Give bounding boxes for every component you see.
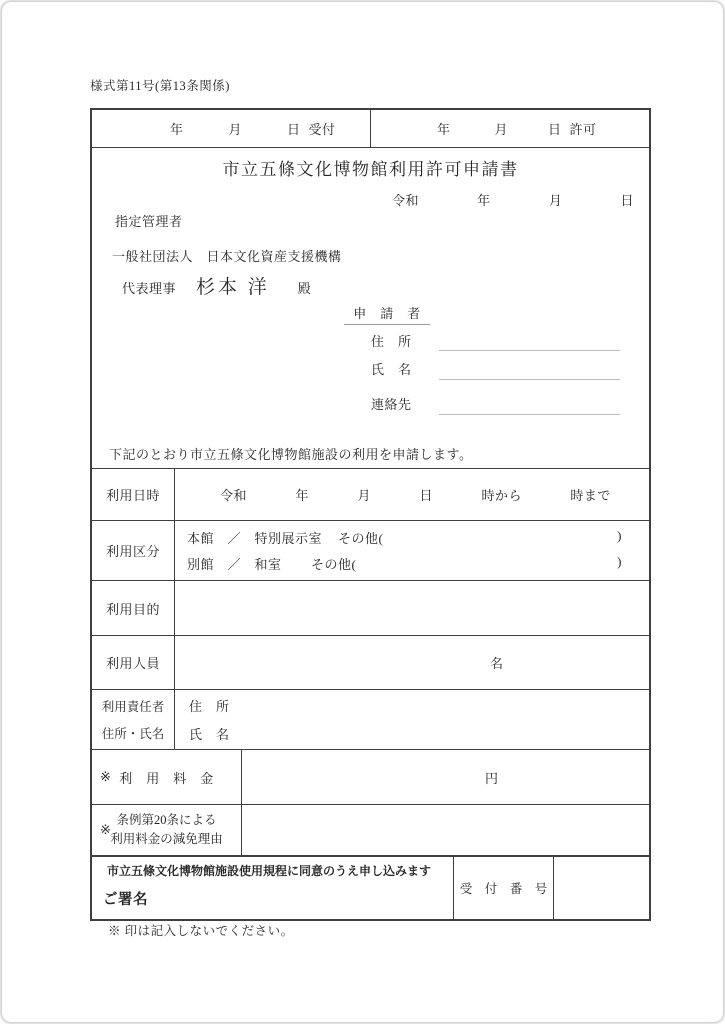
fee-exemption-value-cell: [242, 805, 649, 855]
receipt-number-value-cell: [554, 857, 649, 919]
organization-name: 一般社団法人 日本文化資産支援機構: [112, 249, 342, 264]
category-options-2: 別館 ／ 和室: [187, 557, 282, 572]
form-code-label: 様式第11号(第13条関係): [90, 79, 230, 93]
application-date-line: [392, 190, 634, 209]
usage-datetime-row: [92, 468, 649, 520]
agreement-text: 市立五條文化博物館施設使用規程に同意のうえ申し込みます: [107, 864, 432, 878]
datetime-year-label: 年: [295, 488, 309, 503]
datetime-era-label: 令和: [220, 488, 248, 503]
usage-purpose-value-cell: [175, 581, 649, 635]
responsible-person-label: 利用責任者 住所・氏名: [92, 690, 175, 749]
designated-manager-label: 指定管理者: [115, 214, 183, 229]
representative-title: 代表理事: [122, 281, 177, 296]
usage-people-value-cell: [175, 636, 649, 689]
fee-exemption-label: 条例第20条による 利用料金の減免理由: [110, 812, 223, 846]
usage-datetime-value-cell: [175, 469, 649, 520]
permit-day-label: 日: [548, 122, 562, 137]
usage-purpose-label: 利用目的: [92, 581, 175, 635]
responsible-address-label: 住 所: [189, 699, 230, 714]
honorific-label: 殿: [297, 281, 312, 296]
footer-note: ※ 印は記入しないでください。: [108, 924, 294, 938]
responsible-person-row: [92, 689, 649, 749]
receipt-date-cell: [92, 110, 371, 147]
category-line-1: [187, 528, 622, 547]
form-title: 市立五條文化博物館利用許可申請書: [222, 160, 519, 179]
category-other-2: その他(: [297, 557, 357, 572]
receipt-month-label: 月: [228, 122, 243, 137]
declaration-text: 下記のとおり市立五條文化博物館施設の利用を申請します。: [109, 447, 473, 462]
applicant-heading: 申 請 者: [344, 303, 430, 325]
applicant-address-input-line: [439, 350, 620, 351]
exemption-asterisk-mark: ※: [100, 822, 112, 837]
people-unit-label: 名: [490, 656, 504, 671]
permit-month-label: 月: [494, 122, 509, 137]
category-other-1: その他(: [338, 531, 384, 546]
signature-cell: [92, 857, 454, 919]
applicant-address-label: 住 所: [371, 334, 412, 349]
usage-category-row: [92, 520, 649, 580]
category-line-2: [187, 554, 622, 573]
date-month-label: 月: [548, 193, 563, 208]
permit-year-label: 年: [437, 122, 451, 137]
applicant-name-label: 氏 名: [371, 362, 412, 377]
date-era-label: 令和: [392, 193, 420, 208]
fee-exemption-label-cell: [92, 805, 242, 855]
responsible-person-value-cell: [175, 690, 649, 749]
applicant-contact-label: 連絡先: [371, 397, 412, 412]
datetime-from-label: 時から: [481, 488, 522, 503]
datetime-month-label: 月: [357, 488, 371, 503]
usage-purpose-row: [92, 580, 649, 635]
usage-category-value-cell: [175, 521, 649, 580]
application-form-table: [90, 108, 651, 921]
date-day-label: 日: [620, 193, 634, 208]
usage-fee-label: 利 用 料 金: [119, 770, 214, 786]
applicant-contact-input-line: [439, 414, 620, 415]
fee-unit-label: 円: [485, 770, 499, 786]
usage-people-row: [92, 635, 649, 689]
title-section: [92, 147, 649, 468]
receipt-day-label: 日: [287, 122, 301, 137]
signature-row: [92, 855, 649, 919]
usage-category-label: 利用区分: [92, 521, 175, 580]
permit-date-cell: [371, 110, 649, 147]
datetime-day-label: 日: [419, 488, 433, 503]
fee-exemption-row: [92, 804, 649, 855]
representative-line: [122, 272, 311, 299]
receipt-label: 受付: [308, 122, 336, 137]
fee-asterisk-mark: ※: [100, 769, 112, 784]
receipt-year-label: 年: [170, 122, 184, 137]
applicant-name-input-line: [439, 379, 620, 380]
usage-fee-row: [92, 749, 649, 804]
usage-datetime-label: 利用日時: [92, 469, 175, 520]
receipt-permit-row: [92, 110, 649, 147]
usage-fee-label-cell: [92, 750, 242, 804]
category-close-paren-2: ): [617, 554, 622, 569]
datetime-until-label: 時まで: [570, 488, 611, 503]
category-options-1: 本館 ／ 特別展示室: [187, 531, 323, 546]
usage-people-label: 利用人員: [92, 636, 175, 689]
date-year-label: 年: [477, 193, 491, 208]
representative-name: 杉本 洋: [196, 277, 270, 298]
responsible-name-label: 氏 名: [189, 727, 230, 742]
signature-label: ご署名: [103, 892, 148, 908]
category-close-paren-1: ): [617, 528, 622, 543]
usage-fee-value-cell: [242, 750, 649, 804]
receipt-number-label-cell: 受 付 番 号: [454, 857, 554, 919]
permit-label: 許可: [569, 122, 597, 137]
